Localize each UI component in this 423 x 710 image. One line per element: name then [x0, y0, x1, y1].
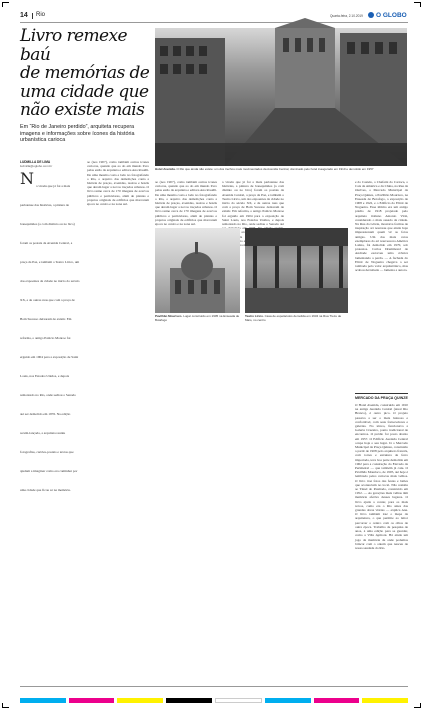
left-caption-text: Lugar construído em 1905 na Enseada de Botafogo: [155, 314, 240, 322]
dropcap: N: [20, 169, 34, 188]
main-photo-hotel-avenida: [155, 28, 407, 166]
left-photo-caption: [155, 315, 240, 323]
article-column-2: ao (nos 1907), como também outros ícones cariocas, quando que ao do em mundo livro pelas estão da arquiteta e editora Ana Rosélli. De uma mesma costa e lado no fotografando o Rio, o arquivo das demolições conta a história de praças, avenidas, teatros e hotéis que deram lugar a novos traçados urbanos. O livro reúne cerca de 170 imagens de acervos públicos e particulares, além de plantas e projetos originais de edifícios que marcaram época no centro e na zona sul.: [87, 160, 149, 207]
article-column-1: [20, 169, 80, 682]
logo-icon: [368, 12, 374, 18]
byline-email: ludmilla@oglobo.com.br: [20, 164, 53, 168]
newspaper-logo: O GLOBO: [376, 12, 407, 19]
headline-line-4: não existe mais: [20, 100, 145, 120]
photo-teatro-lirico: [245, 228, 348, 313]
registration-swatch: [265, 698, 311, 703]
headline-line-1: Livro remexe baú: [20, 26, 127, 65]
pavilion-illustration: [155, 228, 240, 313]
photo-pavilhao-mourisco: [155, 228, 240, 313]
article-column-3: ao (nos 1907), como também outros ícones cariocas, quando que ao do em mundo livro pelas estão da arquiteta e editora Ana Rosélli. De uma mesma costa e lado no fotografando o Rio, o arquivo das demolições conta a história de praças, avenidas, teatros e hotéis que deram lugar a novos traçados urbanos. O livro reúne cerca de 170 imagens de acervos públicos e particulares, além de plantas e projetos originais de edifícios que marcaram época no centro e na zona sul.: [155, 180, 217, 227]
article-column-4: a virada que já foi a mais parisiense das histórias, a pintura de bonequinhos (a com distinto ou no bico) foram os postais da Avenida Central, a praça da Paz, e também o Teatro Lírico, um dos expoentes da cidade no início do século XX, e de outras ruas que com a praça de Bom Sucesso deixaram de existir. Em reforma, o antigo Palácio Monroe foi erguido em 1904 para a exposição de Saint Louis, nos Estados Unidos, e depois remontado no Rio, onde sediou o Senado até na: [222, 180, 284, 248]
headline: [20, 27, 150, 120]
registration-swatch: [314, 698, 360, 703]
subhead-rule: [355, 393, 408, 394]
crop-mark-bottom-right: [414, 703, 421, 708]
registration-bar: [20, 698, 408, 703]
registration-swatch: [69, 698, 115, 703]
article-column-5-continued: O Hotel Avenida, construído em 1910 na antiga Avenida Central (atual Rio Branco), é outro pico. O projeto passava a ser o mais luxuoso e confortável, com seus fornecedores e galerias. No térreo, funcionava a Galeria Cruzeiro, ponto tradicional de encontros. O prédio foi posto abaixo em 1957. O Edifício Avenida Central ocupa hoje o seu lugar. Já o Mercado Municipal da Praça Quinze, construído a partir de 1908 pelo arquiteto francês, com torres e estrutura de ferro importada, teve boa parte demolida em 1962 para a construção do Elevado da Perimetral — que também já caiu. O Pavilhão Mourisco, de 1905, até hoje é lembrado pelos cariocas mais velhos. O livro traz fotos das festas e bailes que aconteciam no local. Não resistiu ao Túnel do Pasmado, construído em 1952. — As gerações mais velhas têm memória afetiva desses lugares. O livro ajuda a contar, para os mais novos, como era o Rio antes das grandes obras viárias — explica Ana. O livro também traz o mapa da arquitetura, o que permite ao leitor percorrer o centro com os olhos de outra época. Trabalho de pesquisa de anos, é uma edição para se guardar, como a Villa Aymoré. Há ainda um jogo da memória de onde podemos brincar com o ontem que nasceu de nossa saudade do Rio.: [355, 403, 409, 550]
article-deck: Em “Rio de Janeiro perdido”, arquiteta recupera imagens e informações sobre ícones da história urbanística carioca: [20, 124, 135, 144]
right-caption-label: Teatro Lírico.: [245, 314, 264, 318]
subhead: MERCADO DA PRAÇA QUINZE: [355, 396, 408, 400]
registration-swatch: [362, 698, 408, 703]
byline-name: LUDMILLA DE LIMA: [20, 160, 51, 164]
headline-line-2: de memórias de: [20, 63, 150, 83]
header-divider: [32, 13, 33, 19]
registration-swatch: [20, 698, 66, 703]
footer-rule: [20, 686, 408, 687]
registration-swatch: [166, 698, 212, 703]
crop-mark-top-right: [414, 2, 421, 7]
crop-mark-bottom-left: [2, 703, 9, 708]
theater-interior-illustration: [245, 228, 348, 313]
registration-swatch: [117, 698, 163, 703]
right-photo-caption: [245, 315, 348, 323]
headline-line-3: uma cidade que: [20, 81, 149, 102]
main-caption-text: O Rio que ainda não existe: um dos trechos mais movimentados da Avenida Central, dominado pelo hotel inaugurado em 1910 e demolido em 1957: [176, 167, 374, 171]
edition-date: Quarta-feira, 2.10.2019: [330, 13, 363, 18]
street-scene-illustration: [155, 28, 407, 166]
page-number: 14: [20, 12, 28, 19]
crop-mark-top-left: [2, 2, 9, 7]
page-header: [20, 12, 408, 22]
main-photo-caption: [155, 168, 407, 176]
registration-swatch: [215, 698, 263, 703]
section-name: Rio: [36, 12, 46, 18]
column-1-text: a virada que já foi a mais parisiense das histórias, a pintura de bonequinhos (a com distinto ou no bico) foram os postais da Avenida Central, a praça da Paz, e também o Teatro Lírico, um dos expoentes da cidade no início do século XX, e de outras ruas que com a praça de Bom Sucesso deixaram de existir. Em reforma, o antigo Palácio Monroe foi erguido em 1904 para a exposição de Saint Louis, nos Estados Unidos, e depois remontado no Rio, onde sediou o Senado até ser demolido em 1976. Na edição recém-lançada, a arquiteta reuniu fotografias, cartões-postais e textos que ajudam a imaginar como era caminhar por uma cidade que ficou só na memória.: [20, 184, 80, 492]
header-rule: [20, 22, 408, 23]
left-caption-label: Pavilhão Mourisco.: [155, 314, 183, 318]
byline: [20, 160, 80, 168]
right-caption-text: Casa de espetáculos demolida em 1934 na Rua Treze de Maio, no centro: [245, 314, 342, 322]
article-column-5: e do Castelo, o Chafariz do Carioca, o Cais da América e da China, na Rua da Ourives, o Mercado Municipal da Praça Quinze, o Pavilhão Mourisco, na Enseada de Botafogo, a exposição de 1908 e 1922, e o Edifício do Elixir de Nogueira. Esse último era um antigo prédio de 1918 projetado pelo arquiteto italiano Antonio Virzi, considerado o mais ousado da cidade. Na Rua da Glória, mostrava formas de inspiração art nouveau que ainda hoje impressionam quem vê as fotos antigas. Um dos mais caros exemplares do art nouveau na América Latina, foi demolido em 1970, sob protestos. Carlos Drummond de Andrade escreveu uma crônica lamentando a perda. — A fachada do Elixir de Nogueira chegava a ser tombada pelo valor arquitetônico, mas acabou derrubada — lamenta a autora.: [355, 180, 409, 273]
main-caption-label: Hotel Avenida.: [155, 167, 176, 171]
